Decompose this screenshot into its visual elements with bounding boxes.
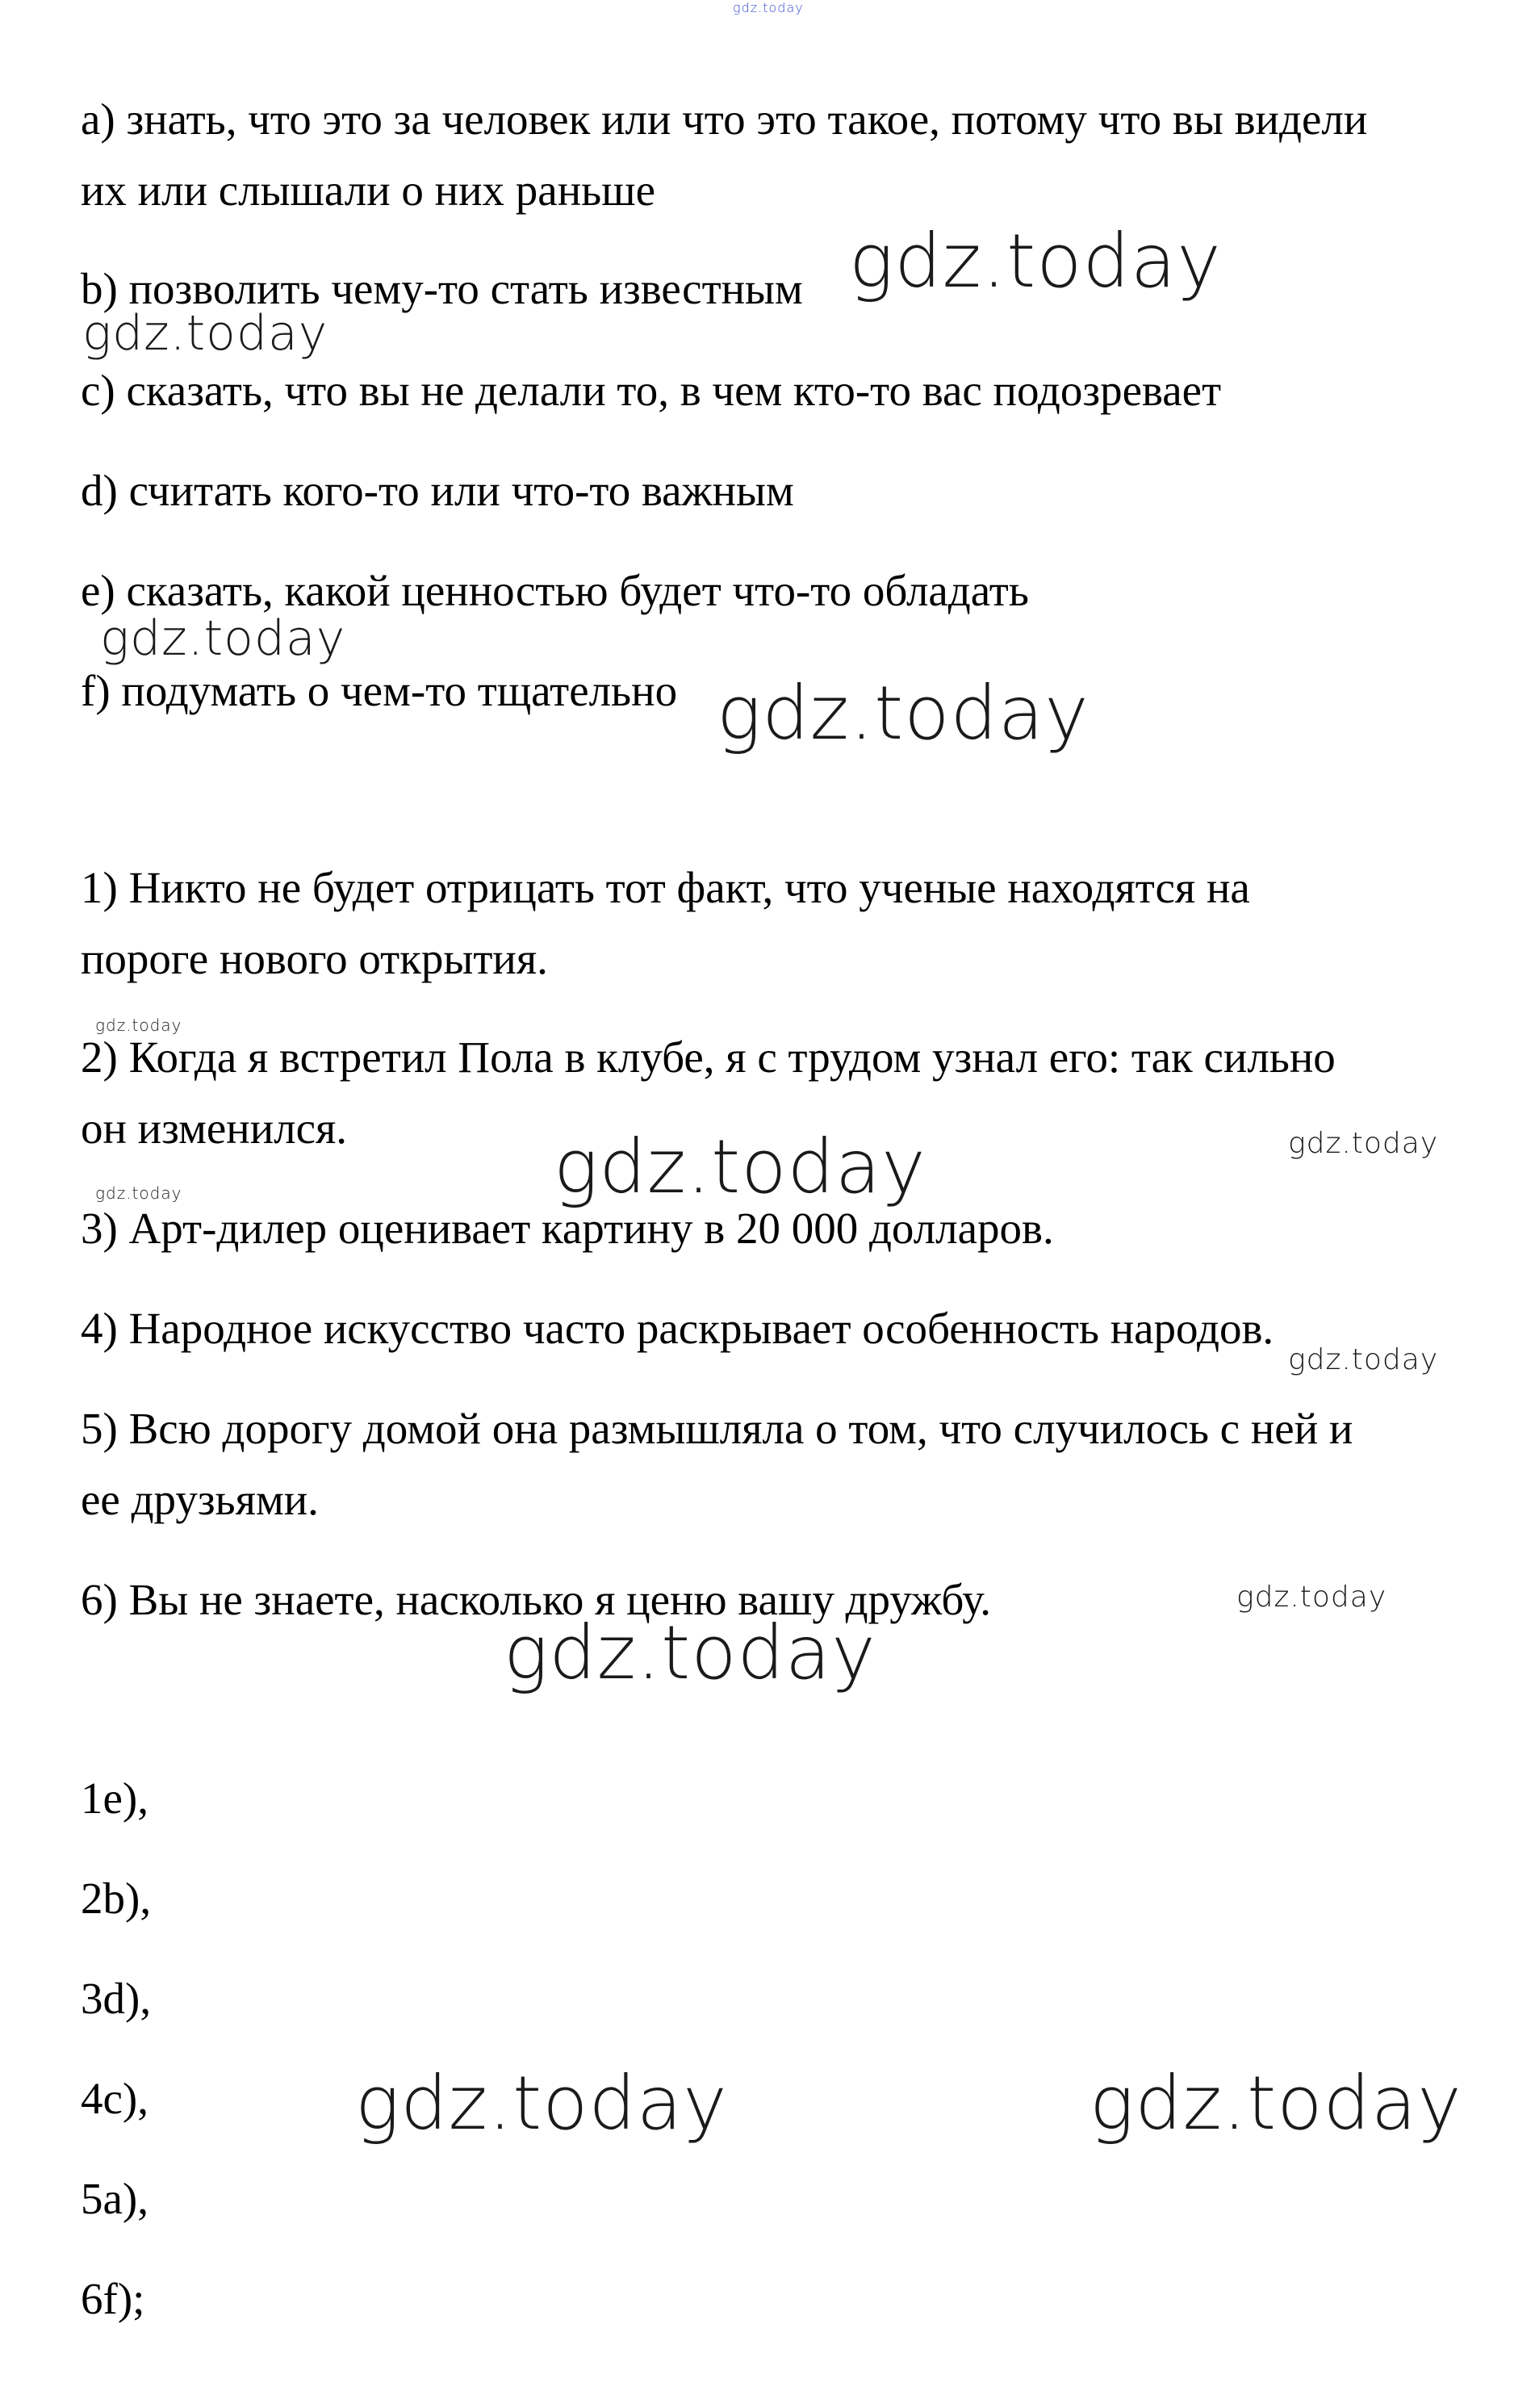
- watermark: gdz.today: [355, 2060, 728, 2146]
- watermark: gdz.today: [717, 670, 1090, 756]
- watermark: gdz.today: [82, 305, 328, 362]
- watermark: gdz.today: [849, 218, 1222, 304]
- sentence-3: 3) Арт-дилер оценивает картину в 20 000 долларов.: [81, 1204, 1054, 1253]
- watermark: gdz.today: [1236, 1581, 1387, 1614]
- answer-3: 3d),: [81, 1974, 152, 2023]
- watermark: gdz.today: [100, 610, 346, 667]
- watermark: gdz.today: [504, 1610, 876, 1696]
- sentence-1-line2: пороге нового открытия.: [81, 934, 548, 983]
- definition-d: d) считать кого-то или что-то важным: [81, 466, 794, 515]
- sentence-5-line2: ее друзьями.: [81, 1475, 319, 1524]
- answer-2: 2b),: [81, 1874, 152, 1923]
- definition-c: c) сказать, что вы не делали то, в чем кто-то вас подозревает: [81, 366, 1222, 415]
- sentence-1-line1: 1) Никто не будет отрицать тот факт, что ученые находятся на: [81, 863, 1250, 912]
- answer-5: 5a),: [81, 2174, 148, 2223]
- sentence-2-line1: 2) Когда я встретил Пола в клубе, я с трудом узнал его: так сильно: [81, 1032, 1336, 1082]
- watermark: gdz.today: [1288, 1127, 1439, 1160]
- definition-e: e) сказать, какой ценностью будет что-то обладать: [81, 566, 1029, 615]
- definition-b: b) позволить чему-то стать известным: [81, 264, 803, 313]
- sentence-5-line1: 5) Всю дорогу домой она размышляла о том, что случилось с ней и: [81, 1404, 1353, 1453]
- answer-1: 1e),: [81, 1774, 148, 1823]
- watermark-top: gdz.today: [733, 0, 804, 15]
- sentence-4: 4) Народное искусство часто раскрывает особенность народов.: [81, 1304, 1274, 1353]
- sentence-6: 6) Вы не знаете, насколько я ценю вашу дружбу.: [81, 1575, 992, 1624]
- answer-6: 6f);: [81, 2274, 145, 2323]
- sentence-2-line2: он изменился.: [81, 1103, 348, 1153]
- definition-a-line1: a) знать, что это за человек или что это такое, потому что вы видели: [81, 94, 1368, 144]
- definition-f: f) подумать о чем-то тщательно: [81, 666, 678, 715]
- watermark: gdz.today: [95, 1016, 182, 1035]
- watermark: gdz.today: [1288, 1343, 1439, 1376]
- watermark: gdz.today: [1090, 2060, 1462, 2146]
- watermark: gdz.today: [554, 1124, 926, 1210]
- definition-a-line2: их или слышали о них раньше: [81, 165, 655, 215]
- watermark: gdz.today: [95, 1183, 182, 1203]
- answer-4: 4c),: [81, 2074, 148, 2123]
